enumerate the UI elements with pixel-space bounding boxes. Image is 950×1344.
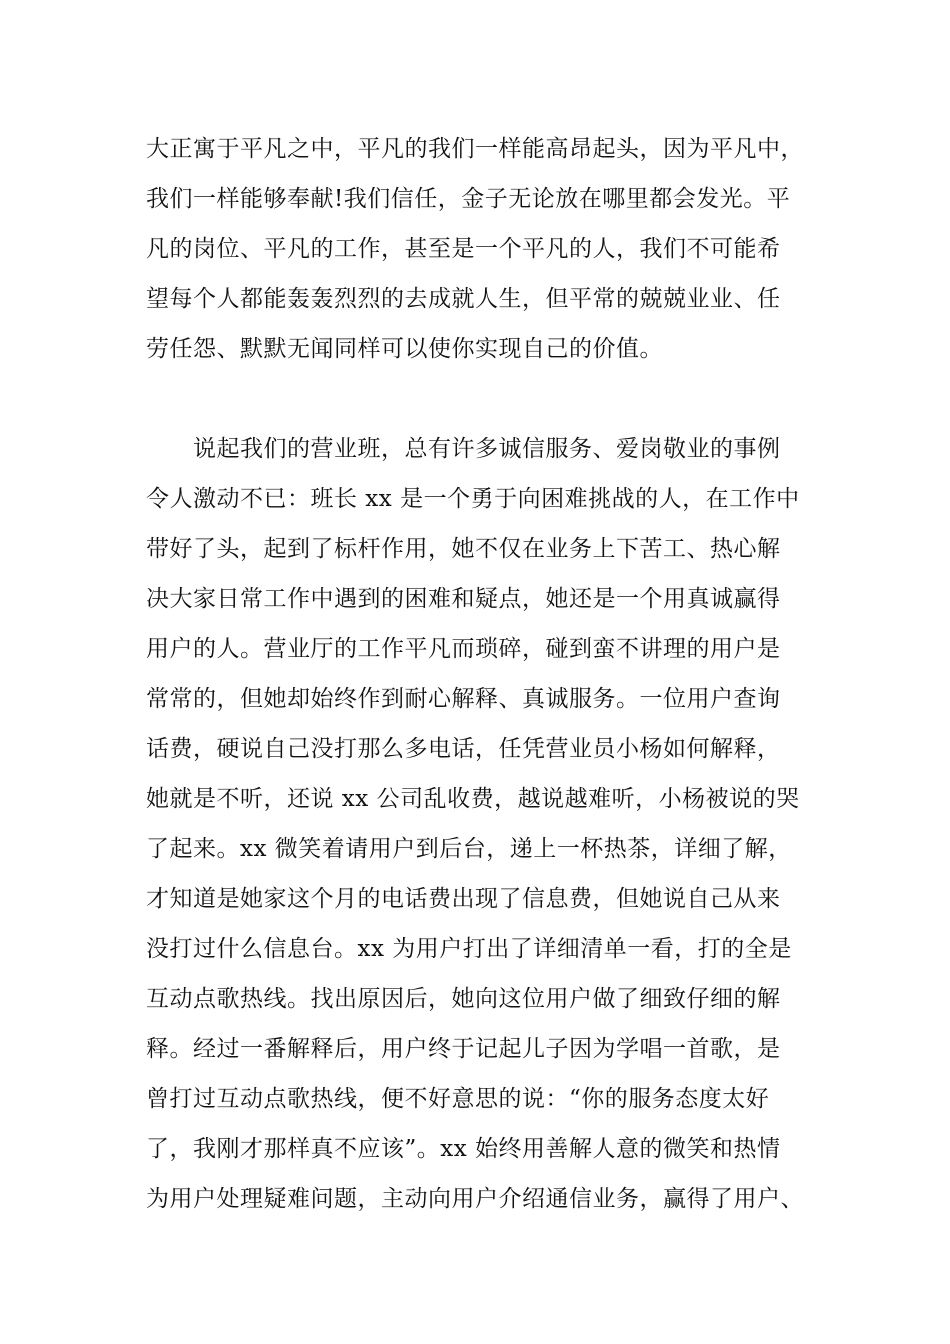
text-line: 凡的岗位、平凡的工作，甚至是一个平凡的人，我们不可能希 [146,236,781,262]
text-line: 我们一样能够奉献!我们信任，金子无论放在哪里都会发光。平 [146,186,791,212]
text-line: 决大家日常工作中遇到的困难和疑点，她还是一个用真诚赢得 [146,586,781,612]
text-line: 令人激动不已：班长 xx 是一个勇于向困难挑战的人，在工作中 [146,486,800,512]
text-line: 话费，硬说自己没打那么多电话，任凭营业员小杨如何解释， [146,736,781,762]
text-line: 用户的人。营业厅的工作平凡而琐碎，碰到蛮不讲理的用户是 [146,636,781,662]
text-line: 才知道是她家这个月的电话费出现了信息费，但她说自己从来 [146,886,781,912]
text-line: 望每个人都能轰轰烈烈的去成就人生，但平常的兢兢业业、任 [146,286,781,312]
text-line: 为用户处理疑难问题，主动向用户介绍通信业务，赢得了用户、 [146,1186,804,1212]
paragraph-2 [146,424,836,1224]
text-line: 了起来。xx 微笑着请用户到后台，递上一杯热茶，详细了解， [146,836,792,862]
text-line: 带好了头，起到了标杆作用，她不仅在业务上下苦工、热心解 [146,536,781,562]
text-line: 说起我们的营业班，总有许多诚信服务、爱岗敬业的事例 [146,436,781,462]
text-line: 大正寓于平凡之中，平凡的我们一样能高昂起头，因为平凡中， [146,136,804,162]
text-line: 常常的，但她却始终作到耐心解释、真诚服务。一位用户查询 [146,686,781,712]
text-line: 互动点歌热线。找出原因后，她向这位用户做了细致仔细的解 [146,986,781,1012]
text-line: 释。经过一番解释后，用户终于记起儿子因为学唱一首歌，是 [146,1036,781,1062]
text-line: 没打过什么信息台。xx 为用户打出了详细清单一看，打的全是 [146,936,792,962]
text-line: 她就是不听，还说 xx 公司乱收费，越说越难听，小杨被说的哭 [146,786,800,812]
paragraph-1 [146,124,836,374]
text-line: 曾打过互动点歌热线，便不好意思的说：“你的服务态度太好 [146,1086,770,1112]
text-line: 劳任怨、默默无闻同样可以使你实现自己的价值。 [146,336,663,362]
text-line: 了，我刚才那样真不应该”。xx 始终用善解人意的微笑和热情 [146,1136,781,1162]
